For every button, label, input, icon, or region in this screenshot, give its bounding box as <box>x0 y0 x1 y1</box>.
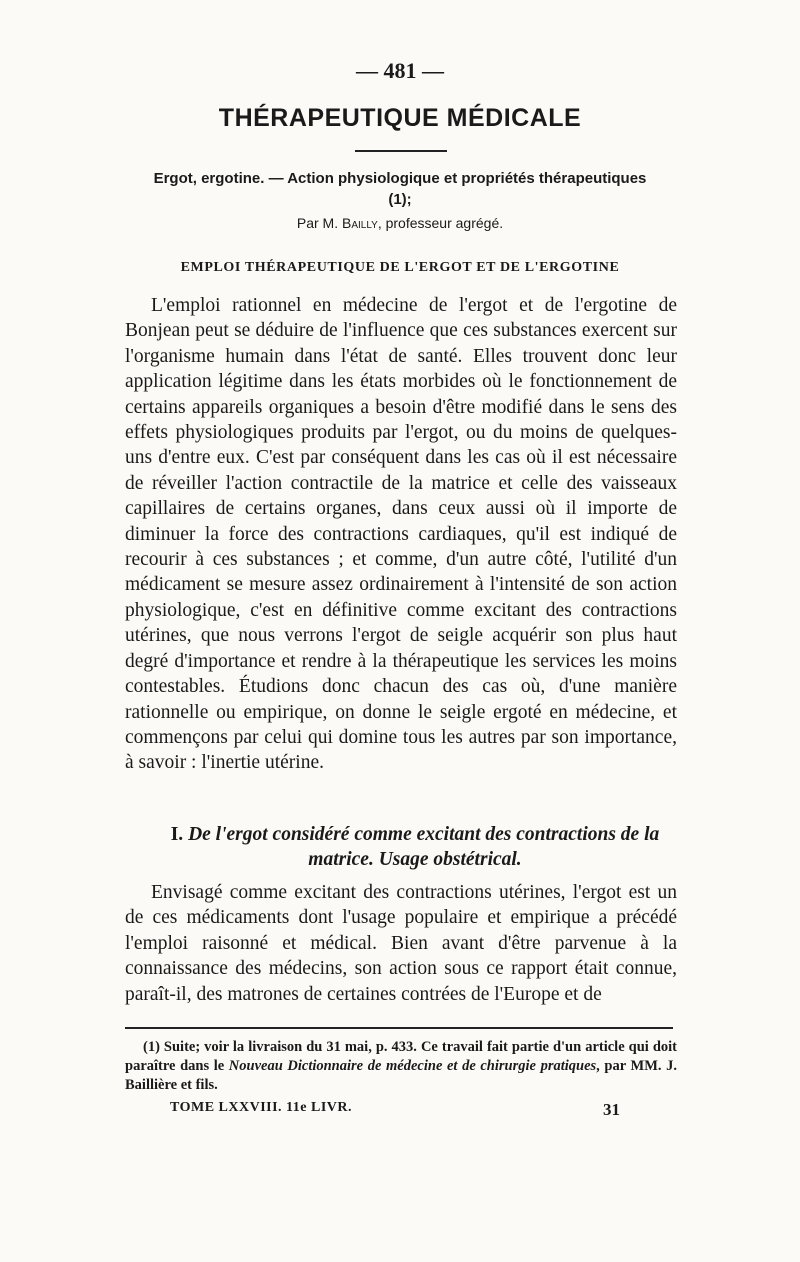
footnote-italic-title: Nouveau Dictionnaire de médecine et de chirurgie pratiques <box>228 1058 597 1074</box>
page-number: — 481 — <box>356 58 444 83</box>
section-title: THÉRAPEUTIQUE MÉDICALE <box>218 104 582 132</box>
signature-volume: TOME LXXVIII. 11e LIVR. <box>170 1100 352 1115</box>
footnote-divider <box>125 1027 673 1029</box>
signature-number: 31 <box>603 1100 620 1119</box>
byline-prefix: Par M. <box>296 215 342 231</box>
footnote <box>125 1038 677 1095</box>
title-divider <box>355 150 447 152</box>
chapter-heading <box>150 822 680 872</box>
footnote-text-before: (1) Suite; voir la livraison du 31 mai, p. 433. Ce travail fait partie d'un article qui doit paraître dans le <box>125 1039 677 1074</box>
byline <box>0 215 800 231</box>
chapter-number: I. <box>170 824 184 845</box>
footnote-text-after: , par MM. J. Baillière et fils. <box>125 1058 677 1093</box>
chapter-title: De l'ergot considéré comme excitant des contractions de la matrice. Usage obstétrical. <box>188 824 660 870</box>
paragraph-1: L'emploi rationnel en médecine de l'ergot et de l'ergotine de Bonjean peut se déduire de l'influence que ces substances exercent sur l'organisme humain dans l'état de santé. Elles trouvent donc leur application légitime dans les états morbides où le fonctionnement de certains appareils organiques a besoin d'être modifié dans le sens des effets physiologiques produits par l'ergot, ou du moins de quelques-uns d'entre eux. C'est par conséquent dans les cas où il est nécessaire de réveiller l'action contractile de la matrice et celle des vaisseaux capillaires de certains organes, dans ceux aussi où il importe de diminuer la force des contractions cardiaques, qu'il est indiqué de recourir à ces substances ; et comme, d'un autre côté, l'utilité d'un médicament se mesure assez ordinairement à l'intensité de son action physiologique, c'est en définitive comme excitant des contractions utérines, que nous verrons l'ergot de seigle acquérir son plus haut degré d'importance et rendre à la thérapeutique les services les moins contestables. Étudions donc chacun des cas où, d'une manière rationnelle ou empirique, on donne le seigle ergoté en médecine, et commençons par celui qui domine tous les autres par son importance, à savoir : l'inertie utérine. <box>125 295 677 774</box>
subheading: EMPLOI THÉRAPEUTIQUE DE L'ERGOT ET DE L'ERGOTINE <box>180 260 620 275</box>
byline-suffix: , professeur agrégé. <box>377 215 504 231</box>
author-name: Bailly <box>341 215 378 231</box>
paragraph-2: Envisagé comme excitant des contractions utérines, l'ergot est un de ces médicaments dont l'usage populaire et empirique a précédé l'emploi raisonné et médical. Bien avant d'être parvenue à la connaissance des médecins, son action sous ce rapport était connue, paraît-il, des matrones de certaines contrées de l'Europe et de <box>125 882 677 1005</box>
article-title: Ergot, ergotine. — Action physiologique et propriétés thérapeutiques (1); <box>153 170 647 208</box>
